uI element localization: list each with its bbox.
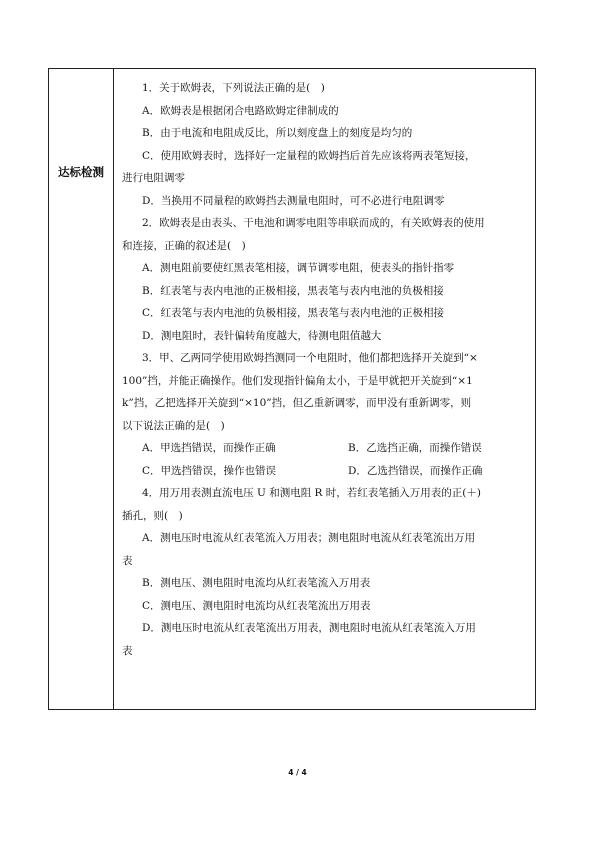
q2-option-b: B．红表笔与表内电池的正极相接，黑表笔与表内电池的负极相接 xyxy=(142,284,444,297)
q3-options-row1 xyxy=(122,437,530,460)
q4-stem-line1: 4．用万用表测直流电压 U 和测电阻 R 时，若红表笔插入万用表的正(＋) xyxy=(142,487,481,499)
q4-option-d-line1: D．测电压时电流从红表笔流出万用表，测电阻时电流从红表笔流入万用 xyxy=(142,622,476,634)
section-label: 达标检测 xyxy=(58,165,104,179)
q3-option-c: C．甲选挡错误，操作也错误 xyxy=(142,464,277,477)
q3-options-row2 xyxy=(122,460,530,483)
q3-stem-line3: k”挡，乙把选择开关旋到“×10”挡，但乙重新调零，而甲没有重新调零，则 xyxy=(122,397,472,409)
q1-option-d: D．当换用不同量程的欧姆挡去测量电阻时，可不必进行电阻调零 xyxy=(142,194,445,207)
q3-stem-line1: 3．甲、乙两同学使用欧姆挡测同一个电阻时，他们都把选择开关旋到“× xyxy=(142,352,478,364)
questions-content xyxy=(122,77,530,662)
column-divider xyxy=(113,69,114,709)
q4-stem-line2: 插孔，则( ) xyxy=(122,509,183,522)
assessment-table xyxy=(48,68,536,710)
q3-stem-line4: 以下说法正确的是( ) xyxy=(122,419,225,432)
q2-stem-line1: 2．欧姆表是由表头、干电池和调零电阻等串联而成的，有关欧姆表的使用 xyxy=(142,217,485,229)
q4-option-a-line2: 表 xyxy=(122,554,133,567)
q4-option-c: C．测电压、测电阻时电流均从红表笔流出万用表 xyxy=(142,599,371,612)
q1-option-c-line2: 进行电阻调零 xyxy=(122,172,185,184)
q1-option-a: A．欧姆表是根据闭合电路欧姆定律制成的 xyxy=(142,104,339,117)
q1-option-c-line1: C．使用欧姆表时，选择好一定量程的欧姆挡后首先应该将两表笔短接， xyxy=(142,149,476,162)
page-number: 4 / 4 xyxy=(288,768,307,777)
q4-option-b: B．测电压、测电阻时电流均从红表笔流入万用表 xyxy=(142,577,371,589)
q3-option-d: D．乙选挡错误，而操作正确 xyxy=(348,464,483,477)
q1-stem: 1．关于欧姆表，下列说法正确的是( ) xyxy=(142,82,325,94)
q2-stem-line2: 和连接，正确的叙述是( ) xyxy=(122,239,246,252)
q4-option-a-line1: A．测电压时电流从红表笔流入万用表；测电阻时电流从红表笔流出万用 xyxy=(142,532,476,544)
q4-option-d-line2: 表 xyxy=(122,644,133,657)
q3-stem-line2: 100”挡，并能正确操作。他们发现指针偏角太小，于是甲就把开关旋到“×1 xyxy=(122,374,473,387)
q2-option-a: A．测电阻前要使红黑表笔相接，调节调零电阻，使表头的指针指零 xyxy=(142,262,455,274)
q1-option-b: B．由于电流和电阻成反比，所以刻度盘上的刻度是均匀的 xyxy=(142,127,413,139)
q3-option-b: B．乙选挡正确，而操作错误 xyxy=(348,442,482,454)
q2-option-d: D．测电阻时，表针偏转角度越大，待测电阻值越大 xyxy=(142,329,382,342)
q3-option-a: A．甲选挡错误，而操作正确 xyxy=(142,442,276,454)
q2-option-c: C．红表笔与表内电池的负极相接，黑表笔与表内电池的正极相接 xyxy=(142,307,445,319)
